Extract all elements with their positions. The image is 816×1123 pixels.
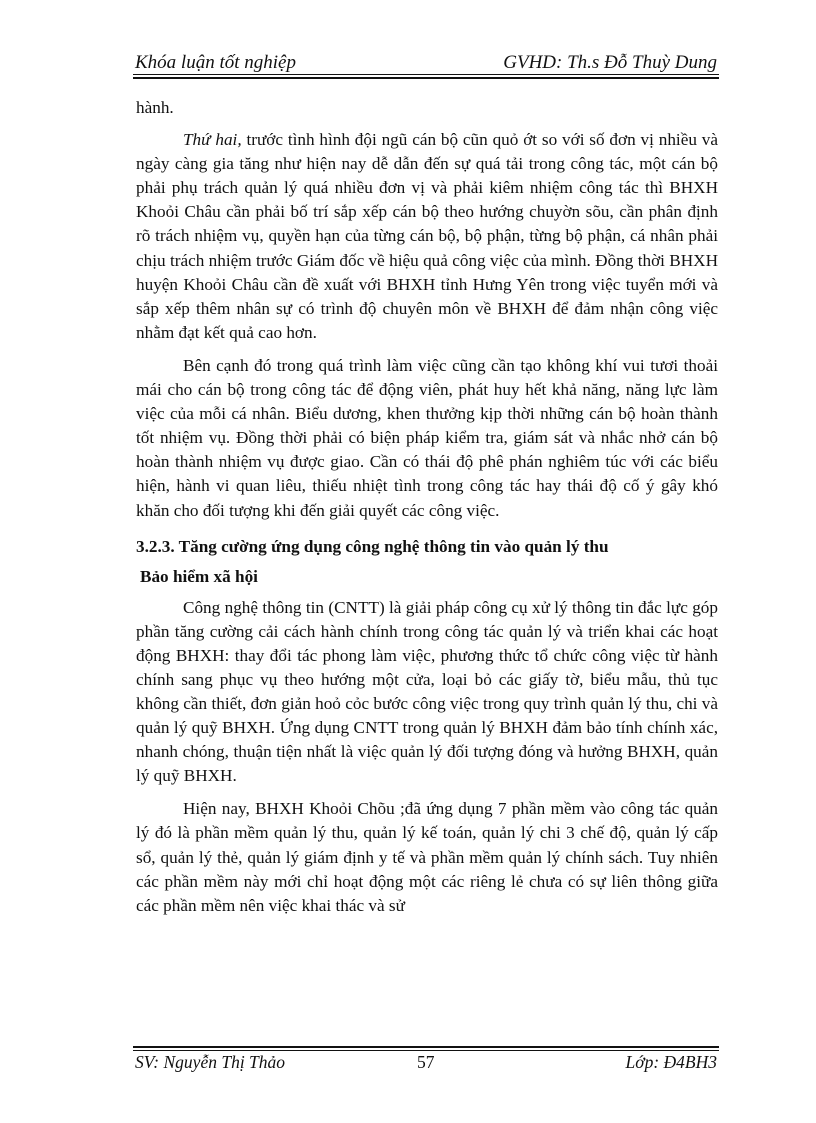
paragraph-continuation: hành.: [136, 98, 174, 117]
footer-class: Lớp: Đ4BH3: [625, 1052, 717, 1072]
header-thesis-title: Khóa luận tốt nghiệp: [135, 52, 296, 73]
page-number: 57: [417, 1052, 435, 1072]
page-body: [136, 96, 718, 927]
page-header: [135, 48, 717, 74]
section-heading-continued: Bảo hiểm xã hội: [140, 566, 258, 586]
paragraph-lead: Thứ hai,: [183, 130, 242, 150]
paragraph: Công nghệ thông tin (CNTT) là giải pháp công cụ xử lý thông tin đắc lực góp phần tăng cường cải cách hành chính trong công tác quản lý và triển khai các hoạt động BHXH: thay đổi tác phong làm việc, phương thức tổ chức công việc từ hành chính sang phục vụ theo hướng một cửa, loại bỏ các giấy tờ, biểu mẫu, thủ tục không cần thiết, đơn giản hoỏ cỏc bước công việc trong quy trình quản lý thu, chi và quản lý quỹ BHXH. Ứng dụng CNTT trong quản lý BHXH đảm bảo tính chính xác, nhanh chóng, thuận tiện nhất là việc quản lý đối tượng đóng và hưởng BHXH, quản lý quỹ BHXH.: [136, 597, 718, 786]
paragraph-text: trước tình hình đội ngũ cán bộ cũn quỏ ớt so với số đơn vị nhiều và ngày càng gia tăng như hiện nay dễ dẫn đến sự quá tải trong công tác, một cán bộ phải phụ trách quản lý quá nhiều đơn vị và phải kiêm nhiệm công tác thì BHXH Khoỏi Châu cần phải bố trí sắp xếp cán bộ theo hướng chuyờn sõu, cần phân định rõ trách nhiệm vụ, quyền hạn của từng cán bộ, bộ phận, từng bộ phận, cá nhân phải chịu trách nhiệm trước Giám đốc về hiệu quả công việc của mình. Đồng thời BHXH huyện Khoỏi Châu cần đề xuất với BHXH tỉnh Hưng Yên trong việc tuyển mới và sắp xếp thêm nhân sự có trình độ chuyên môn về BHXH để đảm nhận công việc nhằm đạt kết quả cao hơn.: [136, 130, 718, 342]
page-footer: [135, 1052, 717, 1076]
footer-rule: [133, 1046, 719, 1051]
paragraph: [136, 128, 718, 345]
header-rule: [133, 74, 719, 79]
section-heading: 3.2.3. Tăng cường ứng dụng công nghệ thông tin vào quản lý thu: [136, 536, 609, 556]
paragraph: Hiện nay, BHXH Khoỏi Chõu ;đã ứng dụng 7 phần mềm vào công tác quản lý đó là phần mềm quản lý thu, quản lý kế toán, quản lý chi 3 chế độ, quản lý cấp sổ, quản lý thẻ, quản lý giám định y tế và phần mềm quản lý chính sách. Tuy nhiên các phần mềm này mới chỉ hoạt động một các riêng lẻ chưa có sự liên thông giữa các phần mềm nên việc khai thác và sử: [136, 799, 718, 915]
paragraph: Bên cạnh đó trong quá trình làm việc cũng cần tạo không khí vui tươi thoải mái cho cán bộ trong công tác để động viên, phát huy hết khả năng, năng lực làm việc của mỗi cá nhân. Biểu dương, khen thưởng kịp thời những cán bộ hoàn thành tốt nhiệm vụ. Đồng thời phải có biện pháp kiểm tra, giám sát và nhắc nhở cán bộ hoàn thành nhiệm vụ được giao. Cần có thái độ phê phán nghiêm túc với các biểu hiện, hành vi quan liêu, thiếu nhiệt tình trong công tác hay thái độ cố ý gây khó khăn cho đối tượng khi đến giải quyết các công việc.: [136, 355, 718, 520]
footer-student: SV: Nguyễn Thị Thảo: [135, 1052, 286, 1072]
header-supervisor: GVHD: Th.s Đỗ Thuỳ Dung: [503, 52, 717, 73]
